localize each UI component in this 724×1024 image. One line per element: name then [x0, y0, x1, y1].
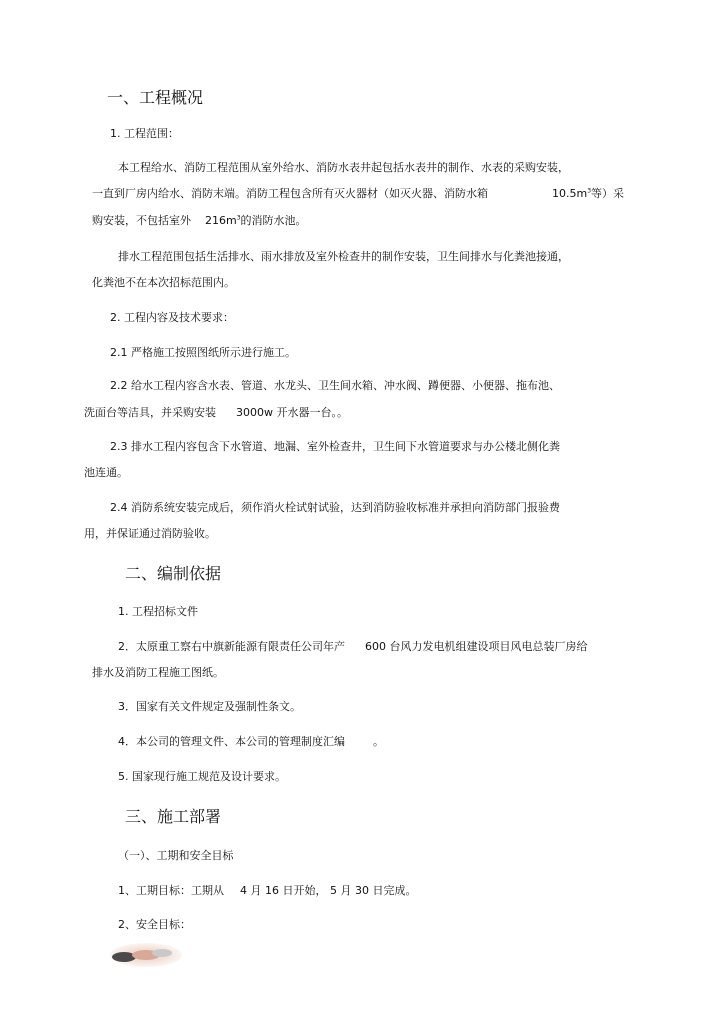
text-segment: 600 台风力发电机组建设项目风电总装厂房给 — [365, 640, 588, 653]
section-heading-overview: 一、工程概况 — [107, 88, 204, 107]
text-segment: 3000w 开水器一台。。 — [236, 406, 348, 419]
basis-item-5: 5. 国家现行施工规范及设计要求。 — [118, 770, 286, 783]
paragraph-line: 本工程给水、消防工程范围从室外给水、消防水表井起包括水表井的制作、水表的采购安装， — [118, 161, 569, 174]
goal-safety: 2、安全目标： — [118, 918, 191, 931]
text-segment: 4．本公司的管理文件、本公司的管理制度汇编 — [118, 735, 345, 748]
superscript: 3 — [587, 187, 592, 195]
item-scope-title: 1. 工程范围： — [110, 127, 179, 140]
text-segment: 1、工期目标：工期从 — [118, 884, 224, 897]
paragraph-line: 排水工程范围包括生活排水、雨水排放及室外检查井的制作安装，卫生间排水与化粪池接通， — [118, 250, 569, 263]
goal-schedule — [118, 884, 416, 898]
basis-item-1: 1. 工程招标文件 — [118, 605, 198, 618]
basis-item-2 — [118, 640, 588, 654]
paragraph-line: 排水及消防工程施工图纸。 — [92, 666, 224, 679]
sub-heading-goals: （一）、工期和安全目标 — [118, 849, 234, 862]
basis-item-3: 3．国家有关文件规定及强制性条文。 — [118, 700, 301, 713]
text-segment: 2．太原重工察右中旗新能源有限责任公司年产 — [118, 640, 345, 653]
requirement-2-4: 2.4 消防系统安装完成后，须作消火栓试射试验，达到消防验收标准并承担向消防部门报验费 — [110, 501, 560, 514]
paragraph-line: 用，并保证通过消防验收。 — [84, 527, 216, 540]
paragraph-line: 化粪池不在本次招标范围内。 — [92, 276, 235, 289]
basis-item-4 — [118, 735, 384, 749]
text-segment: 购安装，不包括室外 — [92, 214, 191, 227]
text-segment: 一直到厂房内给水、消防末端。消防工程包含所有灭火器材（如灭火器、消防水箱 — [92, 187, 488, 200]
text-segment: 。 — [373, 735, 384, 748]
volume-value: 216m — [205, 214, 237, 227]
paragraph-line — [84, 406, 348, 420]
requirement-2-2: 2.2 给水工程内容含水表、管道、水龙头、卫生间水箱、冲水阀、蹲便器、小便器、拖布池、 — [110, 379, 560, 392]
requirement-2-3: 2.3 排水工程内容包含下水管道、地漏、室外检查井，卫生间下水管道要求与办公楼北侧化粪 — [110, 440, 560, 453]
paragraph-line — [92, 214, 307, 228]
superscript: 3 — [236, 214, 241, 222]
text-segment: 4 月 16 日开始， 5 月 30 日完成。 — [240, 884, 417, 897]
paragraph-line — [92, 187, 624, 201]
text-segment: 洗面台等洁具，并采购安装 — [84, 406, 216, 419]
section-heading-deployment: 三、施工部署 — [125, 807, 222, 826]
paragraph-line: 池连通。 — [84, 466, 128, 479]
handshake-image — [106, 942, 182, 968]
section-heading-basis: 二、编制依据 — [125, 564, 222, 583]
volume-value: 10.5m — [552, 187, 588, 200]
text-segment: 的消防水池。 — [240, 214, 307, 227]
item-requirements-title: 2. 工程内容及技术要求： — [110, 311, 234, 324]
requirement-2-1: 2.1 严格施工按照图纸所示进行施工。 — [110, 346, 296, 359]
text-segment: 等）采 — [591, 187, 625, 200]
